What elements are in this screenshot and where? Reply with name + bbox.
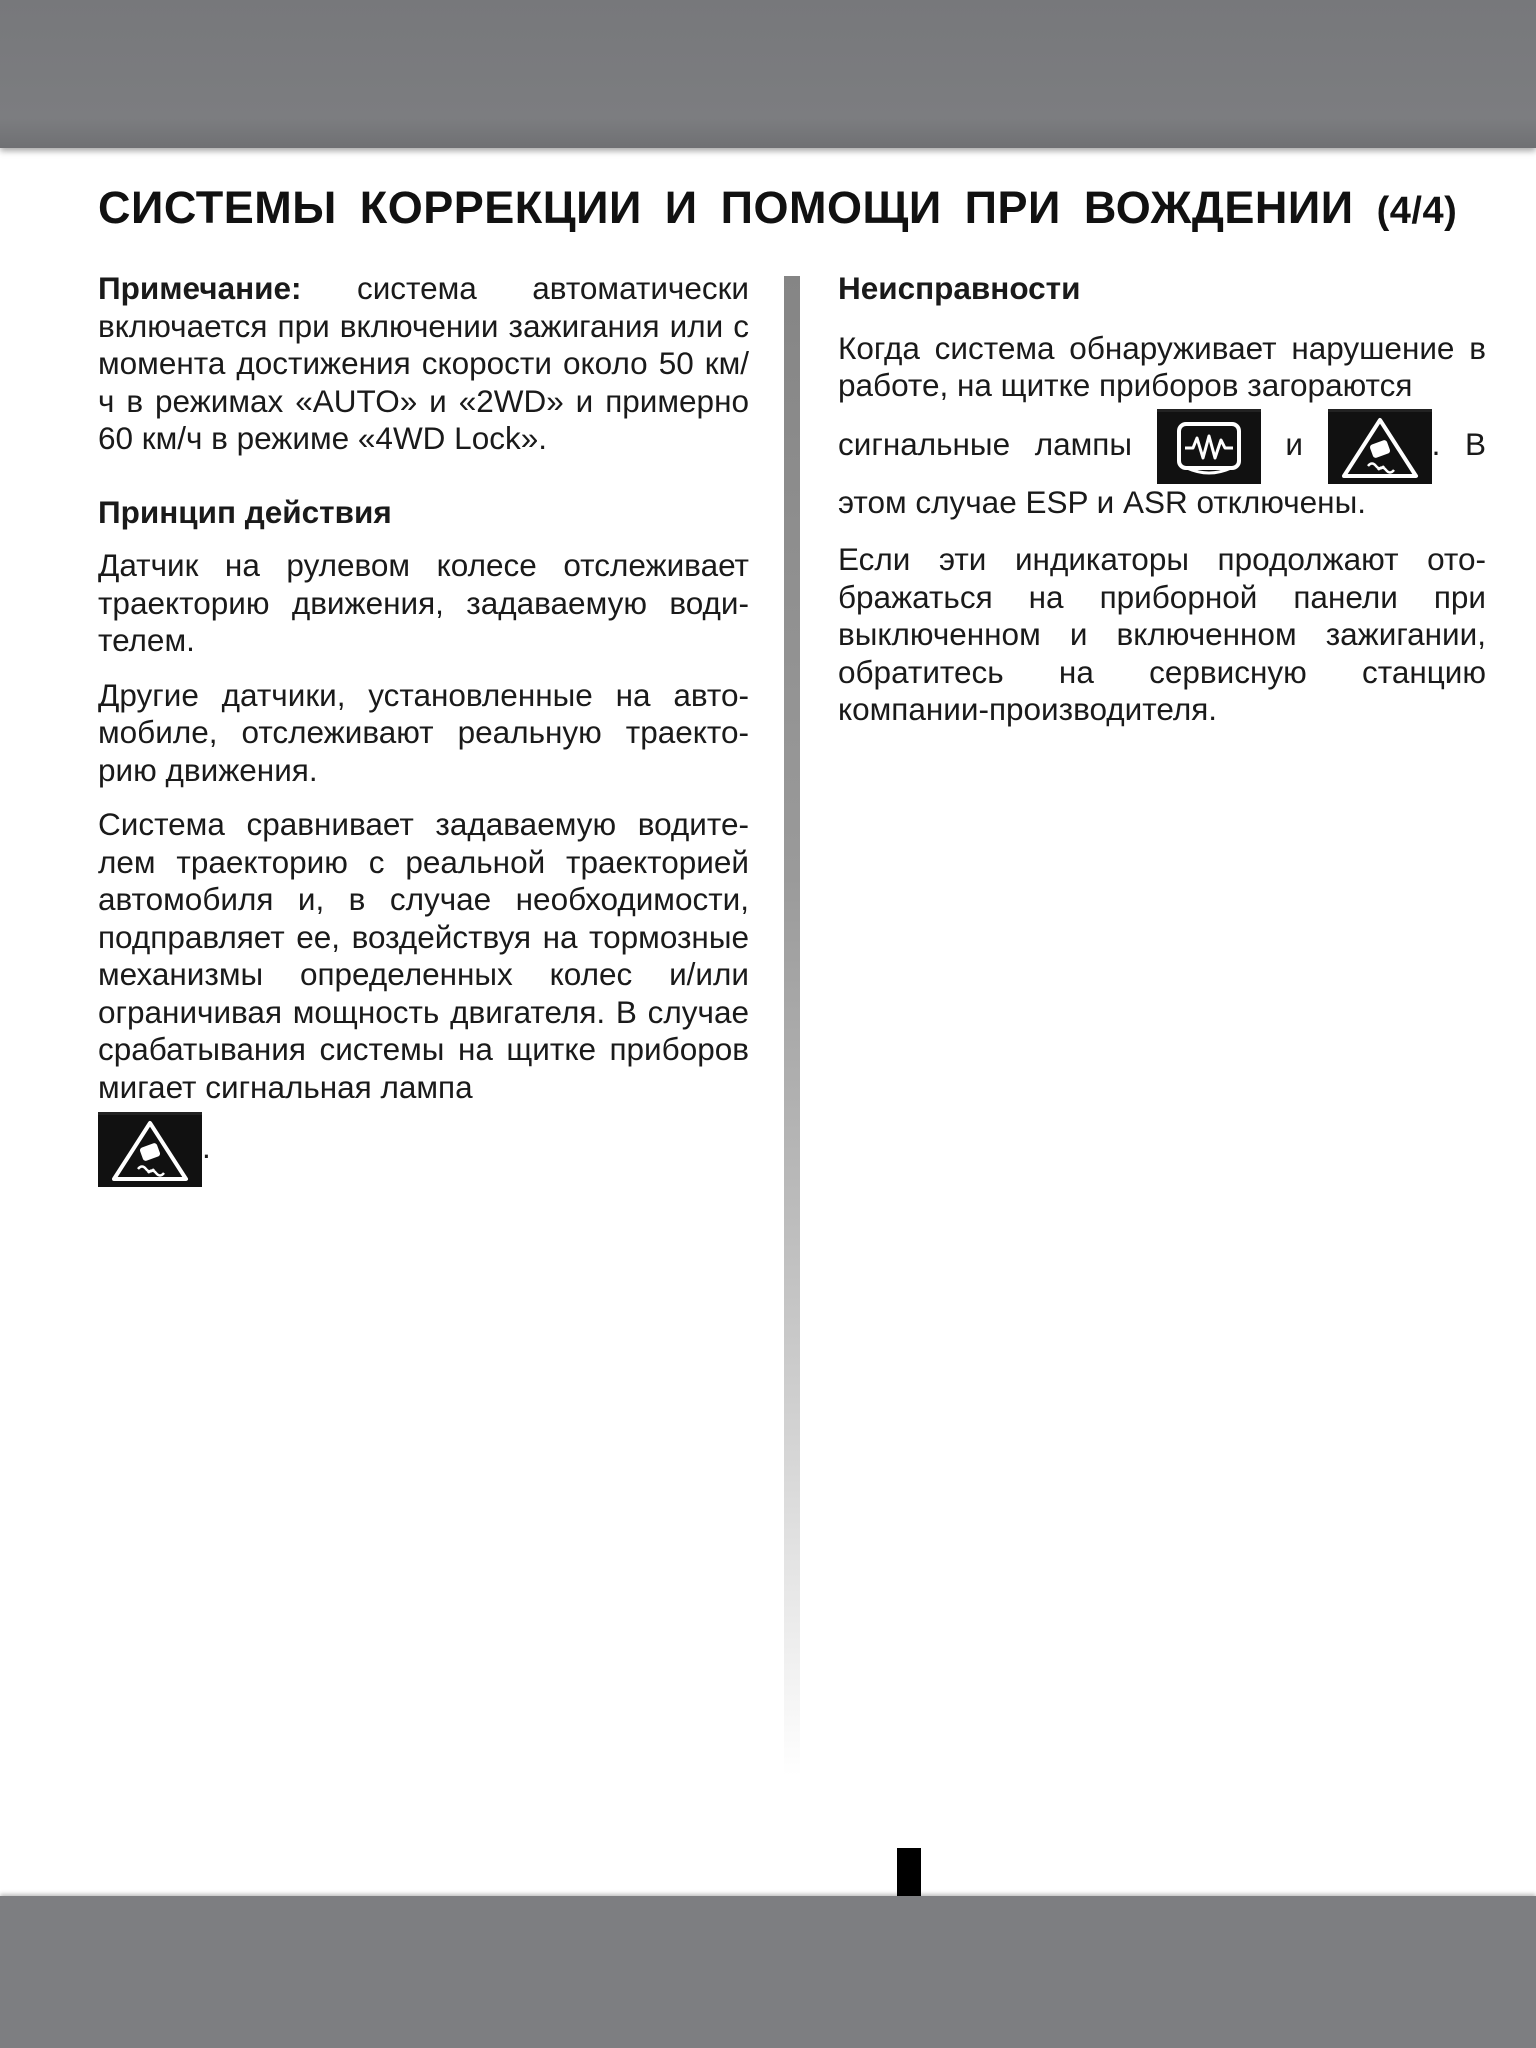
note-label: Примечание: <box>98 270 302 306</box>
principle-paragraph-1: Датчик на рулевом колесе отслеживает траекторию движения, задаваемую водителем. <box>98 547 749 658</box>
page-edge-marker <box>897 1848 921 1896</box>
section-title-faults: Неисправности <box>838 270 1081 306</box>
right-column <box>838 270 1486 746</box>
section-title-principle: Принцип действия <box>98 493 392 530</box>
left-column <box>98 270 749 1187</box>
note-text: система автоматически включается при включении зажигания или с момента достижения скорости около 50 км/ч в режимах «AUTO» и «2WD» и примерно 60 км/ч в режиме «4WD Lock». <box>98 270 749 456</box>
column-divider <box>784 276 800 1776</box>
lamps-prefix: сигнальные лампы <box>838 425 1132 462</box>
faults-paragraph-2: Если эти индикаторы продолжают отображаться на приборной панели при выключенном и включенном зажигании, обратитесь на сервисную станцию компании-производителя. <box>838 541 1486 727</box>
lamps-and: и <box>1285 425 1303 462</box>
page-counter: (4/4) <box>1376 190 1458 232</box>
skidding-car-warning-icon <box>98 1112 202 1187</box>
lamp-sentence-end: . <box>202 1128 211 1165</box>
principle-paragraph-2: Другие датчики, установленные на автомобиле, отслеживают реальную траекторию движения. <box>98 676 749 788</box>
lamps-suffix: . В <box>1431 425 1486 462</box>
faults-paragraph-1: Когда система обнаруживает нарушение в работе, на щитке приборов загораются <box>838 329 1486 403</box>
skidding-car-warning-icon <box>1328 409 1432 484</box>
left-lamp-line <box>98 1112 749 1187</box>
lamps-tail: этом случае ESP и ASR отключены. <box>838 483 1366 520</box>
lamps-line <box>838 409 1486 484</box>
note-paragraph <box>98 270 749 458</box>
top-band <box>0 0 1536 148</box>
page-title-text: СИСТЕМЫ КОРРЕКЦИИ И ПОМОЩИ ПРИ ВОЖДЕНИИ <box>98 182 1354 233</box>
bottom-band <box>0 1896 1536 2048</box>
esp-fault-lamp-icon <box>1157 409 1261 484</box>
page-title <box>98 182 1478 234</box>
principle-paragraph-3: Система сравнивает задаваемую водителем траекторию с реальной траекторией автомобиля и, в случае необходимости, подправляет ее, воздействуя на тормозные механизмы определенных колес и/или ограничивая мощность двигателя. В случае срабатывания системы на щитке приборов мигает сигнальная лампа <box>98 806 749 1105</box>
